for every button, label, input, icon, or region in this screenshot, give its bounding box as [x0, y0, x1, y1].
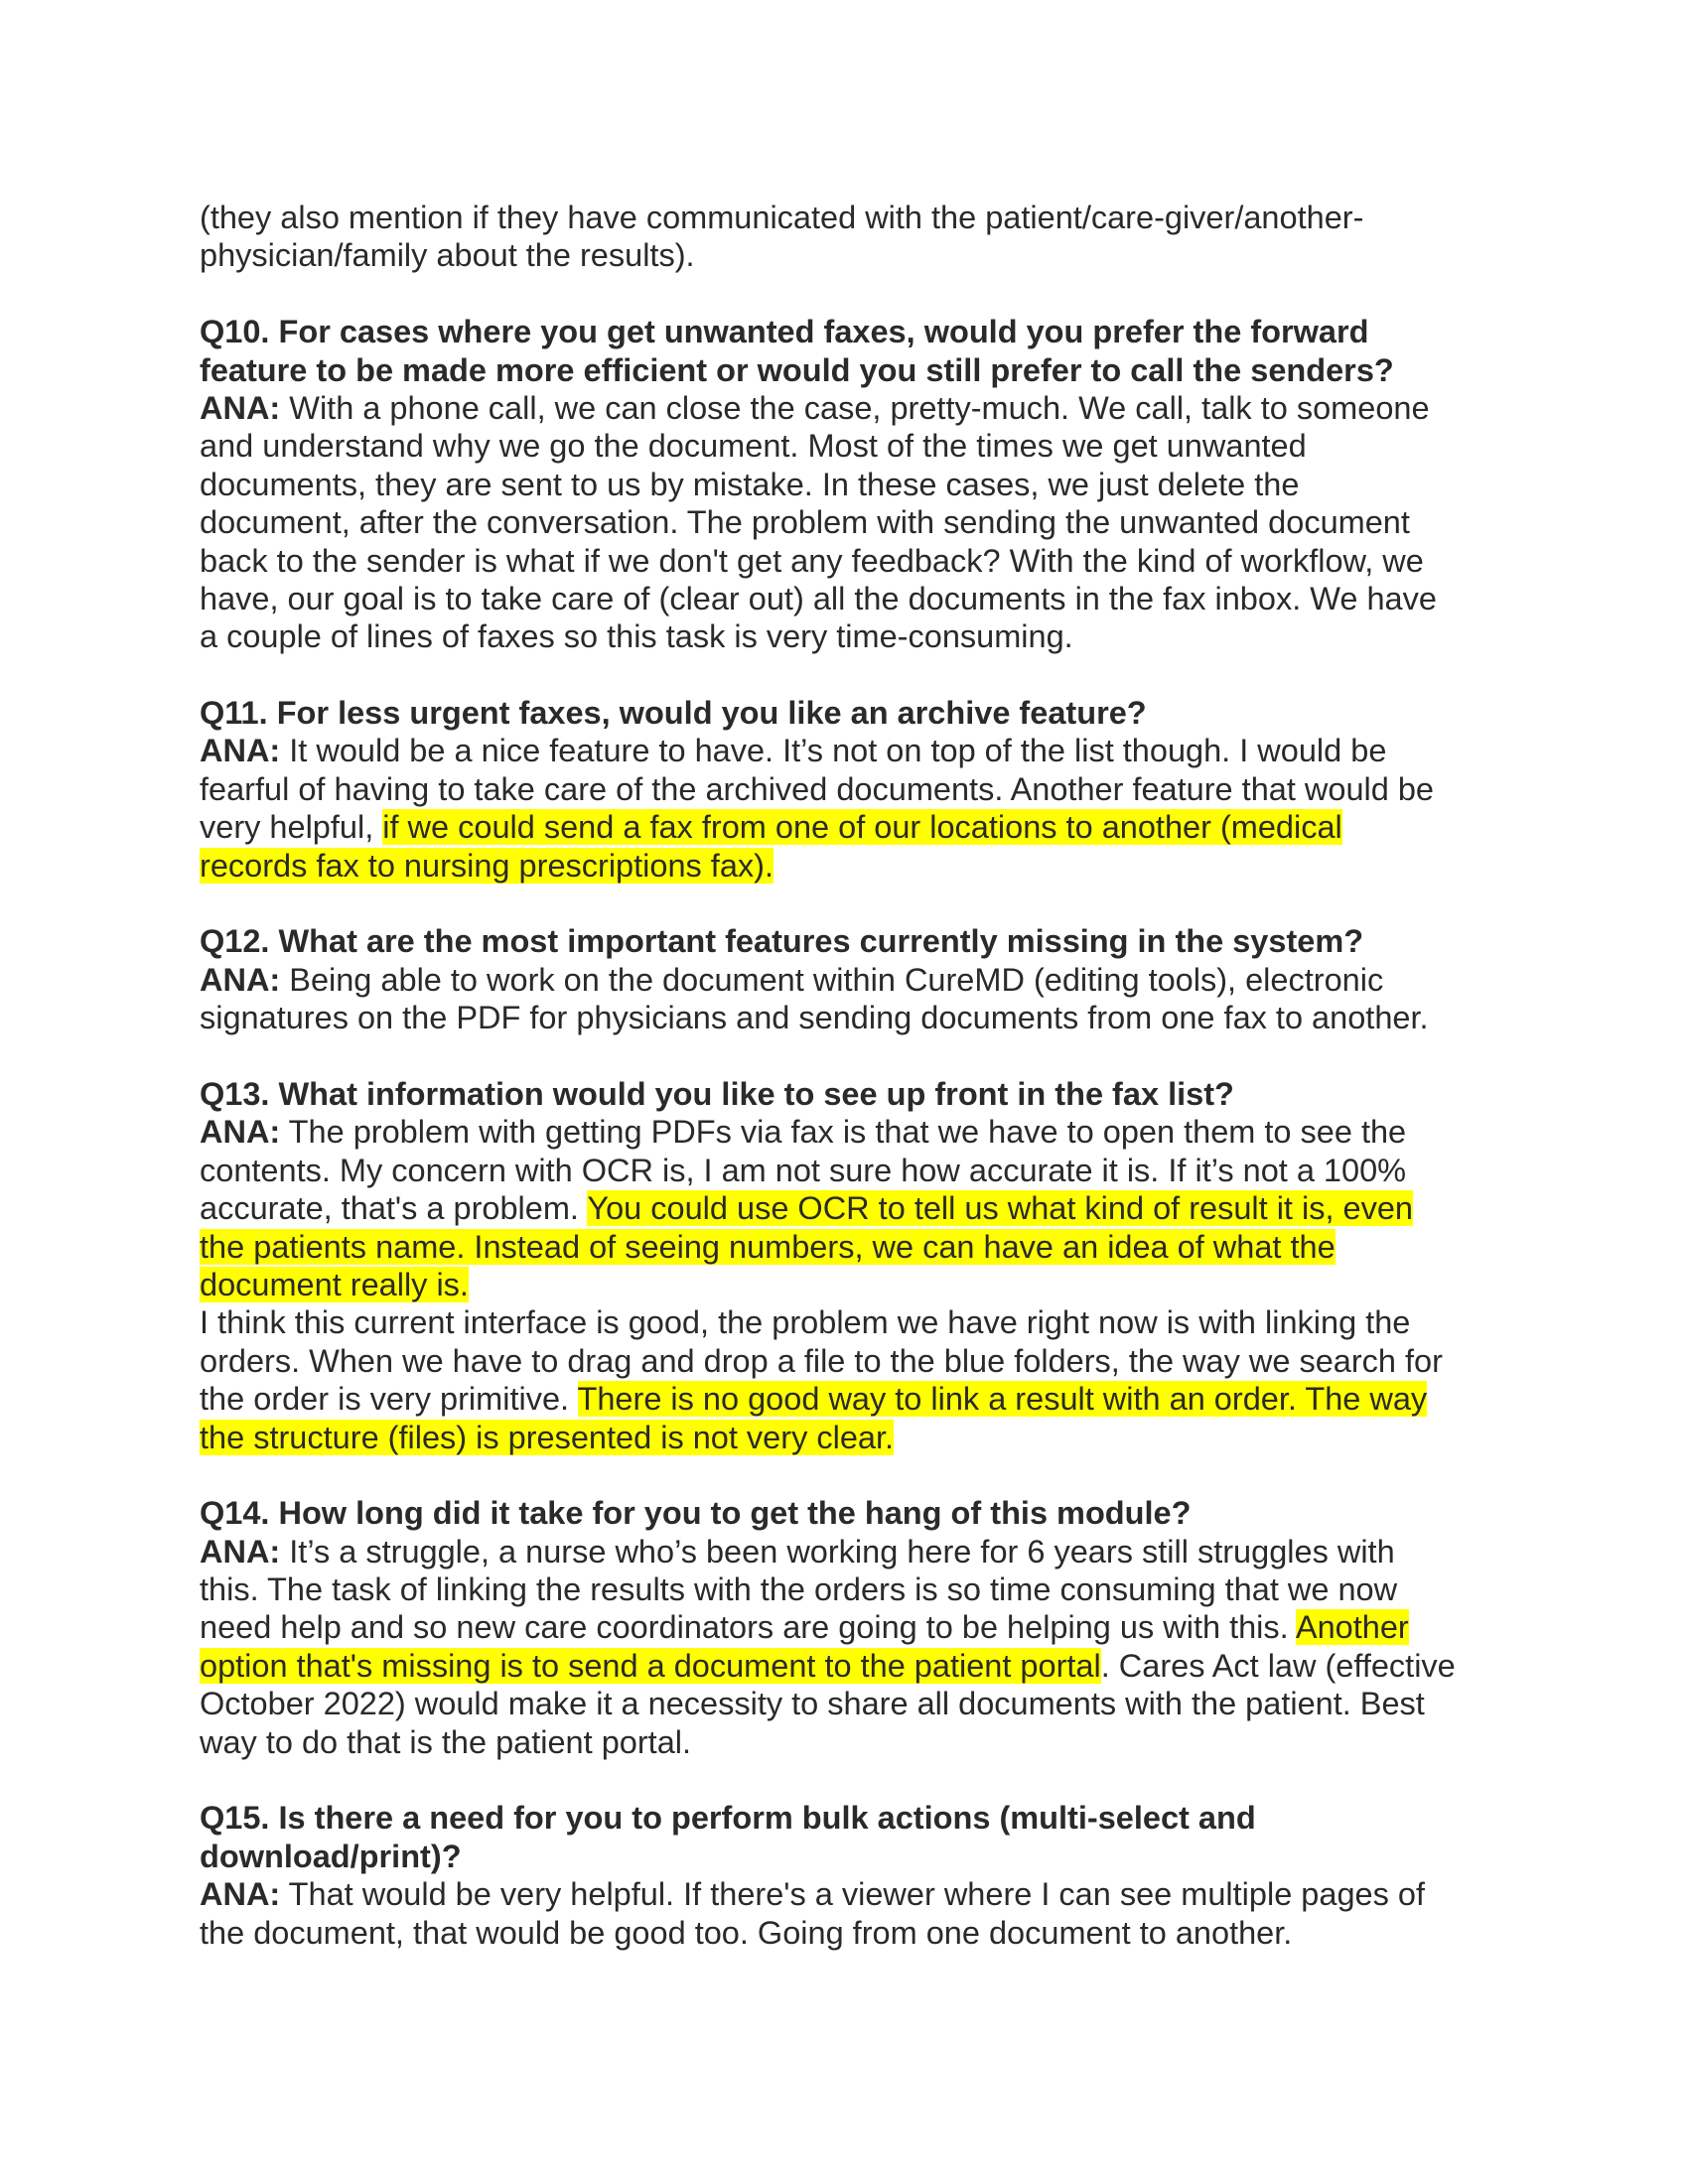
ana-label: ANA: — [200, 733, 281, 769]
ana-label: ANA: — [200, 1876, 281, 1913]
q11-answer-line — [200, 732, 1500, 769]
answer-text: accurate, that's a problem. — [200, 1190, 588, 1227]
answer-text: It would be a nice feature to have. It’s not on top of the list though. I would be — [280, 733, 1387, 769]
q14-section — [200, 1494, 1500, 1761]
ana-label: ANA: — [200, 389, 281, 426]
answer-line — [200, 1419, 1500, 1456]
q10-section — [200, 313, 1500, 656]
q10-question: Q10. For cases where you get unwanted faxes, would you prefer the forward — [200, 314, 1369, 350]
q15-answer-line — [200, 1875, 1500, 1913]
text-line: physician/family about the results). — [200, 237, 695, 274]
answer-text: I think this current interface is good, the problem we have right now is with linking the — [200, 1304, 1411, 1341]
q12-answer-line — [200, 961, 1500, 999]
answer-text: contents. My concern with OCR is, I am not sure how accurate it is. If it’s not a 100% — [200, 1152, 1407, 1188]
answer-line — [200, 1647, 1500, 1685]
answer-text: the document, that would be good too. Going from one document to another. — [200, 1914, 1293, 1951]
highlighted-text: You could use OCR to tell us what kind of result it is, even — [587, 1190, 1413, 1227]
intro-paragraph — [200, 199, 1500, 275]
answer-line — [200, 1608, 1500, 1646]
answer-text: the order is very primitive. — [200, 1381, 578, 1418]
highlighted-text: if we could send a fax from one of our locations to another (medical — [382, 809, 1342, 846]
answer-text: Being able to work on the document within CureMD (editing tools), electronic — [280, 961, 1384, 998]
answer-text: way to do that is the patient portal. — [200, 1723, 692, 1760]
q10-answer-line — [200, 389, 1500, 427]
answer-text: signatures on the PDF for physicians and sending documents from one fax to another. — [200, 1000, 1429, 1036]
answer-text: have, our goal is to take care of (clear out) all the documents in the fax inbox. We have — [200, 580, 1437, 616]
answer-line — [200, 1380, 1500, 1418]
ana-label: ANA: — [200, 961, 281, 998]
answer-line — [200, 1228, 1500, 1266]
answer-text: documents, they are sent to us by mistake. In these cases, we just delete the — [200, 466, 1300, 502]
q14-answer-line — [200, 1533, 1500, 1570]
highlighted-text: option that's missing is to send a document to the patient portal — [200, 1647, 1101, 1684]
answer-line — [200, 847, 1500, 885]
q10-question: feature to be made more efficient or would you still prefer to call the senders? — [200, 351, 1394, 388]
q11-section — [200, 694, 1500, 885]
highlighted-text: There is no good way to link a result with an order. The way — [577, 1381, 1428, 1418]
highlighted-text: records fax to nursing prescriptions fax). — [200, 847, 774, 884]
answer-text: It’s a struggle, a nurse who’s been working here for 6 years still struggles with — [280, 1533, 1395, 1570]
highlighted-text: document really is. — [200, 1266, 469, 1302]
q15-section — [200, 1799, 1500, 1952]
answer-text: a couple of lines of faxes so this task is very time-consuming. — [200, 618, 1073, 655]
q15-question: download/print)? — [200, 1838, 462, 1874]
q11-question: Q11. For less urgent faxes, would you like an archive feature? — [200, 695, 1147, 732]
answer-text: That would be very helpful. If there's a viewer where I can see multiple pages of — [280, 1876, 1425, 1913]
highlighted-text: the patients name. Instead of seeing numbers, we can have an idea of what the — [200, 1228, 1336, 1265]
ana-label: ANA: — [200, 1114, 281, 1151]
text-line: (they also mention if they have communicated with the patient/care-giver/another- — [200, 200, 1364, 235]
answer-text: October 2022) would make it a necessity to share all documents with the patient. Best — [200, 1686, 1425, 1722]
answer-text: fearful of having to take care of the archived documents. Another feature that would be — [200, 770, 1434, 807]
q13-section — [200, 1075, 1500, 1456]
q12-section — [200, 922, 1500, 1036]
answer-text: The problem with getting PDFs via fax is that we have to open them to see the — [280, 1114, 1407, 1151]
answer-text: and understand why we go the document. Most of the times we get unwanted — [200, 428, 1307, 465]
ana-label: ANA: — [200, 1533, 281, 1570]
answer-text: very helpful, — [200, 809, 383, 846]
q15-question: Q15. Is there a need for you to perform bulk actions (multi-select and — [200, 1800, 1256, 1837]
q12-question: Q12. What are the most important features currently missing in the system? — [200, 923, 1364, 960]
answer-text: document, after the conversation. The problem with sending the unwanted document — [200, 504, 1410, 541]
answer-text: this. The task of linking the results with the orders is so time consuming that we now — [200, 1571, 1398, 1608]
answer-line — [200, 808, 1500, 846]
answer-text: With a phone call, we can close the case, pretty-much. We call, talk to someone — [280, 389, 1430, 426]
answer-line — [200, 1189, 1500, 1227]
answer-text: orders. When we have to drag and drop a file to the blue folders, the way we search for — [200, 1342, 1443, 1379]
highlighted-text: the structure (files) is presented is not very clear. — [200, 1419, 895, 1455]
answer-text: . Cares Act law (effective — [1100, 1647, 1456, 1684]
answer-text: back to the sender is what if we don't get any feedback? With the kind of workflow, we — [200, 542, 1424, 579]
answer-line — [200, 1266, 1500, 1303]
answer-text: need help and so new care coordinators are going to be helping us with this. — [200, 1609, 1296, 1646]
document-page — [200, 199, 1500, 1952]
highlighted-text: Another — [1295, 1609, 1409, 1646]
q13-answer-line — [200, 1113, 1500, 1151]
q14-question: Q14. How long did it take for you to get the hang of this module? — [200, 1495, 1192, 1532]
q13-question: Q13. What information would you like to see up front in the fax list? — [200, 1075, 1234, 1112]
